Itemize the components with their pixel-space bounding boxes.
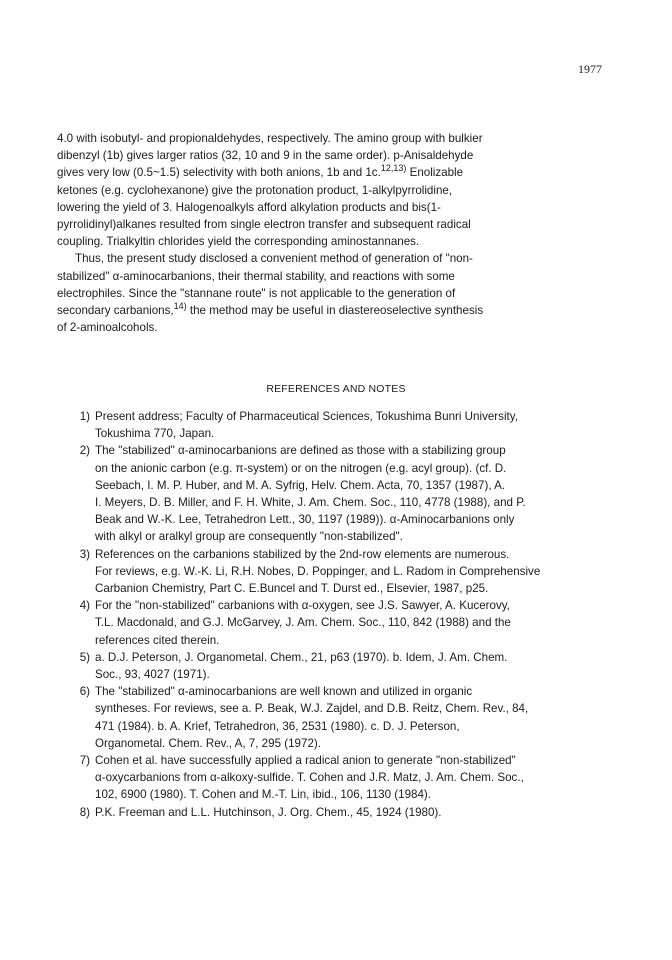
- reference-line: I. Meyers, D. B. Miller, and F. H. White, J. Am. Chem. Soc., 110, 4778 (1988), and P.: [95, 496, 526, 510]
- reference-line: syntheses. For reviews, see a. P. Beak, W.J. Zajdel, and D.B. Reitz, Chem. Rev., 84,: [95, 702, 529, 716]
- reference-item: [60, 683, 620, 752]
- reference-number: 3): [79, 547, 90, 561]
- reference-number: 6): [79, 685, 90, 699]
- reference-item: [60, 597, 620, 649]
- reference-line: 102, 6900 (1980). T. Cohen and M.-T. Lin, ibid., 106, 1130 (1984).: [95, 788, 432, 802]
- reference-line: Carbanion Chemistry, Part C. E.Buncel and T. Durst ed., Elsevier, 1987, p25.: [95, 582, 489, 596]
- reference-line: T.L. Macdonald, and G.J. McGarvey, J. Am. Chem. Soc., 110, 842 (1988) and the: [95, 616, 511, 630]
- reference-line: 471 (1984). b. A. Krief, Tetrahedron, 36, 2531 (1980). c. D. J. Peterson,: [95, 719, 460, 733]
- reference-number: 2): [79, 444, 90, 458]
- reference-line: a. D.J. Peterson, J. Organometal. Chem., 21, p63 (1970). b. Idem, J. Am. Chem.: [95, 650, 508, 664]
- text-line: Thus, the present study disclosed a convenient method of generation of "non-: [75, 252, 473, 266]
- text-line: of 2-aminoalcohols.: [57, 321, 158, 335]
- reference-line: Tokushima 770, Japan.: [95, 427, 215, 441]
- reference-item: [60, 804, 620, 821]
- reference-marker: 14): [173, 301, 187, 312]
- text-line: pyrrolidinyl)alkanes resulted from single electron transfer and subsequent radical: [57, 218, 471, 232]
- reference-number: 1): [79, 410, 90, 423]
- text-line: ketones (e.g. cyclohexanone) give the protonation product, 1-alkylpyrrolidine,: [57, 183, 453, 197]
- text-line: electrophiles. Since the "stannane route" is not applicable to the generation of: [57, 286, 456, 300]
- text-line: lowering the yield of 3. Halogenoalkyls afford alkylation products and bis(1-: [57, 200, 441, 214]
- reference-line: References on the carbanions stabilized by the 2nd-row elements are numerous.: [95, 547, 510, 561]
- reference-number: 8): [79, 805, 90, 819]
- reference-line: P.K. Freeman and L.L. Hutchinson, J. Org. Chem., 45, 1924 (1980).: [95, 805, 442, 819]
- reference-line: Beak and W.-K. Lee, Tetrahedron Lett., 30, 1197 (1989)). α-Aminocarbanions only: [95, 513, 515, 527]
- reference-marker: 12,13): [380, 163, 407, 174]
- reference-line: Cohen et al. have successfully applied a radical anion to generate "non-stabilized": [95, 754, 516, 768]
- reference-line: on the anionic carbon (e.g. π-system) or on the nitrogen (e.g. acyl group). (cf. D.: [95, 461, 507, 475]
- intro-paragraph: [57, 130, 617, 336]
- text-line: secondary carbanions,$^{14)}$ the method may be useful in diastereoselective synthesis: [57, 301, 484, 318]
- reference-line: Seebach, I. M. P. Huber, and M. A. Syfrig, Helv. Chem. Acta, 70, 1357 (1987), A.: [95, 478, 506, 492]
- text-line: dibenzyl (1b) gives larger ratios (32, 10 and 9 in the same order). p-Anisaldehyde: [57, 149, 474, 163]
- reference-line: Organometal. Chem. Rev., A, 7, 295 (1972).: [95, 736, 321, 750]
- reference-line: For the "non-stabilized" carbanions with α-oxygen, see J.S. Sawyer, A. Kucerovy,: [95, 599, 510, 613]
- text-line: 4.0 with isobutyl- and propionaldehydes, respectively. The amino group with bulkier: [57, 132, 483, 145]
- reference-item: [60, 649, 620, 683]
- reference-line: For reviews, e.g. W.-K. Li, R.H. Nobes, D. Poppinger, and L. Radom in Comprehensive: [95, 564, 541, 578]
- text-line: coupling. Trialkyltin chlorides yield the corresponding aminostannanes.: [57, 235, 420, 249]
- references-heading: REFERENCES AND NOTES: [266, 383, 406, 395]
- text-line: stabilized" α-aminocarbanions, their thermal stability, and reactions with some: [57, 269, 455, 283]
- reference-line: Present address; Faculty of Pharmaceutical Sciences, Tokushima Bunri University,: [95, 410, 518, 423]
- reference-line: The "stabilized" α-aminocarbanions are defined as those with a stabilizing group: [95, 444, 506, 458]
- reference-line: The "stabilized" α-aminocarbanions are well known and utilized in organic: [95, 685, 473, 699]
- reference-item: [60, 546, 620, 598]
- reference-number: 4): [79, 599, 90, 613]
- reference-line: references cited therein.: [95, 633, 220, 647]
- reference-line: with alkyl or aralkyl group are consequently "non-stabilized".: [95, 530, 403, 544]
- reference-line: Soc., 93, 4027 (1971).: [95, 668, 210, 682]
- page-number: 1977: [578, 62, 602, 76]
- reference-line: α-oxycarbanions from α-alkoxy-sulfide. T. Cohen and J.R. Matz, J. Am. Chem. Soc.,: [95, 771, 524, 785]
- reference-item: [60, 408, 620, 442]
- text-line: gives very low (0.5~1.5) selectivity with both anions, 1b and 1c.$^{12,13)}$ Enolizable: [57, 163, 464, 180]
- reference-item: [60, 752, 620, 804]
- references-list: [60, 408, 620, 821]
- reference-item: [60, 442, 620, 545]
- reference-number: 5): [79, 650, 90, 664]
- reference-number: 7): [79, 754, 90, 768]
